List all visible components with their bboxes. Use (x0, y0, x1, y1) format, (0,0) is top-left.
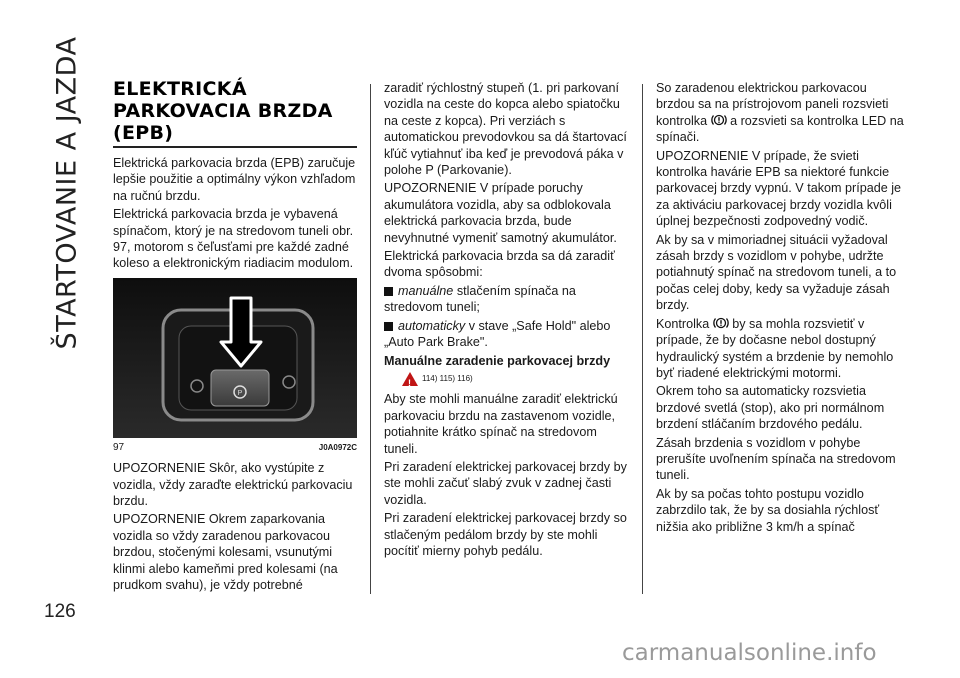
hydraulic-text-b: by sa mohla rozsvietiť v prípade, že by dočasne nebol dostupný hydraulický systém a brzdenie by nemohlo byť riadené elektrickými motormi. (656, 316, 894, 380)
column-2 (384, 80, 632, 561)
bullet-manual-text: stlačením spínača na stredovom tuneli; (384, 283, 576, 315)
failure-note-paragraph: UPOZORNENIE V prípade, že svieti kontrolka havárie EPB sa niektoré funkcie parkovacej brzdy vypnú. V takom prípade je za aktiváciu parkovacej brzdy vozidla kvôli úplnej bezpečnosti zodpovedný vodič. (656, 148, 902, 229)
battery-note-paragraph: UPOZORNENIE V prípade poruchy akumulátora vozidla, aby sa odblokovala elektrická parkovacia brzda, bude nevyhnutné vymeniť samotný akumulátor. (384, 181, 617, 245)
warning-triangle-icon (402, 372, 418, 386)
watermark: carmanualsonline.info (622, 640, 877, 666)
heading-line-3: (EPB) (113, 122, 174, 144)
heading-line-2: PARKOVACIA BRZDA (113, 100, 333, 122)
bullet-square-icon (384, 287, 393, 296)
figure-number: 97 (113, 441, 125, 453)
epb-warning-light-icon (713, 316, 729, 330)
bullet-square-icon (384, 322, 393, 331)
manual-engage-paragraph: Aby ste mohli manuálne zaradiť elektrickú parkovaciu brzdu na zastavenom vozidle, potiahnite krátko spínač na stredovom tuneli. (384, 392, 618, 456)
manual-engagement-subheading: Manuálne zaradenie parkovacej brzdy (384, 353, 611, 368)
figure-caption (113, 440, 357, 456)
modes-intro-paragraph: Elektrická parkovacia brzda sa dá zaradiť dvoma spôsobmi: (384, 249, 615, 280)
note-paragraph-1: UPOZORNENIE Skôr, ako vystúpite z vozidla, vždy zaraďte elektrickú parkovaciu brzdu. (113, 461, 353, 509)
bullet-automatic-term: automaticky (398, 318, 466, 333)
warning-light-paragraph (656, 80, 904, 146)
chapter-side-title (51, 36, 83, 350)
emergency-paragraph: Ak by sa v mimoriadnej situácii vyžadoval zásah brzdy s vozidlom v pohybe, udržte potiahnutý spínač na stredovom tuneli, a to počas celej doby, kedy sa vyžaduje zásah brzdy. (656, 232, 897, 313)
column-3 (656, 80, 904, 537)
warning-ref-numbers: 114) 115) 116) (422, 373, 473, 383)
intro-paragraph: Elektrická parkovacia brzda (EPB) zaručuje lepšie použitie a optimálny výkon vzhľadom na ručnú brzdu. (113, 156, 356, 203)
note-paragraph-2: UPOZORNENIE Okrem zaparkovania vozidla so vždy zaradenou parkovacou brzdou, stočenými kolesami, vsunutými klinmi alebo kameňmi pred kolesami (na prudkom svahu), je vždy potrebné (113, 512, 338, 593)
bullet-manual-term: manuálne (398, 283, 454, 298)
speed-paragraph: Ak by sa počas tohto postupu vozidlo zabrzdilo tak, že by sa dosiahla rýchlosť nižšia ako približne 3 km/h a spínač (656, 486, 880, 534)
warning-references (402, 371, 632, 387)
column-divider-1 (370, 84, 371, 594)
gear-paragraph: zaradiť rýchlostný stupeň (1. pri parkovaní vozidla na ceste do kopca alebo spiatočku na ceste z kopca). Pri verziách s automatickou prevodovkou sa dá štartovací kľúč vytiahnuť iba keď je prevodová páka v polohe P (Parkovanie). (384, 81, 627, 178)
parking-brake-switch-illustration (113, 278, 357, 438)
bullet-manual (384, 283, 632, 316)
description-paragraph: Elektrická parkovacia brzda je vybavená spínačom, ktorý je na stredovom tuneli obr. 97, motorom s čeľusťami pre každé zadné koleso a elektronickým riadiacim modulom. (113, 207, 354, 271)
heading-line-1: ELEKTRICKÁ (113, 78, 247, 100)
heading-rule (113, 146, 357, 148)
column-divider-2 (642, 84, 643, 594)
bullet-automatic-text: v stave „Safe Hold" alebo „Auto Park Brake". (384, 318, 611, 350)
figure-97-photo (113, 278, 357, 438)
sound-paragraph: Pri zaradení elektrickej parkovacej brzdy by ste mohli začuť slabý zvuk v zadnej časti vozidla. (384, 459, 627, 507)
column-1 (113, 78, 361, 596)
pedal-paragraph: Pri zaradení elektrickej parkovacej brzdy so stlačeným pedálom brzdy by ste mohli pocítiť mierny pohyb pedálu. (384, 511, 627, 558)
svg-text:P: P (237, 389, 243, 397)
figure-code: J0A0972C (318, 442, 357, 452)
release-paragraph: Zásah brzdenia s vozidlom v pohybe prerušíte uvoľnením spínača na stredovom tuneli. (656, 435, 896, 483)
warning-light-text-b: a rozsvieti sa kontrolka LED na spínači. (656, 113, 904, 145)
chapter-title-text: ŠTARTOVANIE A JAZDA (51, 36, 83, 350)
page-number: 126 (44, 601, 76, 622)
section-heading (113, 78, 361, 144)
epb-warning-light-icon (711, 113, 727, 127)
warning-light-text-a: So zaradenou elektrickou parkovacou brzdou sa na prístrojovom paneli rozsvieti kontrolka (656, 81, 889, 128)
bullet-automatic (384, 318, 632, 351)
hydraulic-paragraph (656, 316, 904, 382)
hydraulic-text-a: Kontrolka (656, 316, 710, 331)
brake-lights-paragraph: Okrem toho sa automaticky rozsvietia brzdové svetlá (stop), ako pri normálnom brzdení stláčaním brzdového pedálu. (656, 384, 885, 432)
